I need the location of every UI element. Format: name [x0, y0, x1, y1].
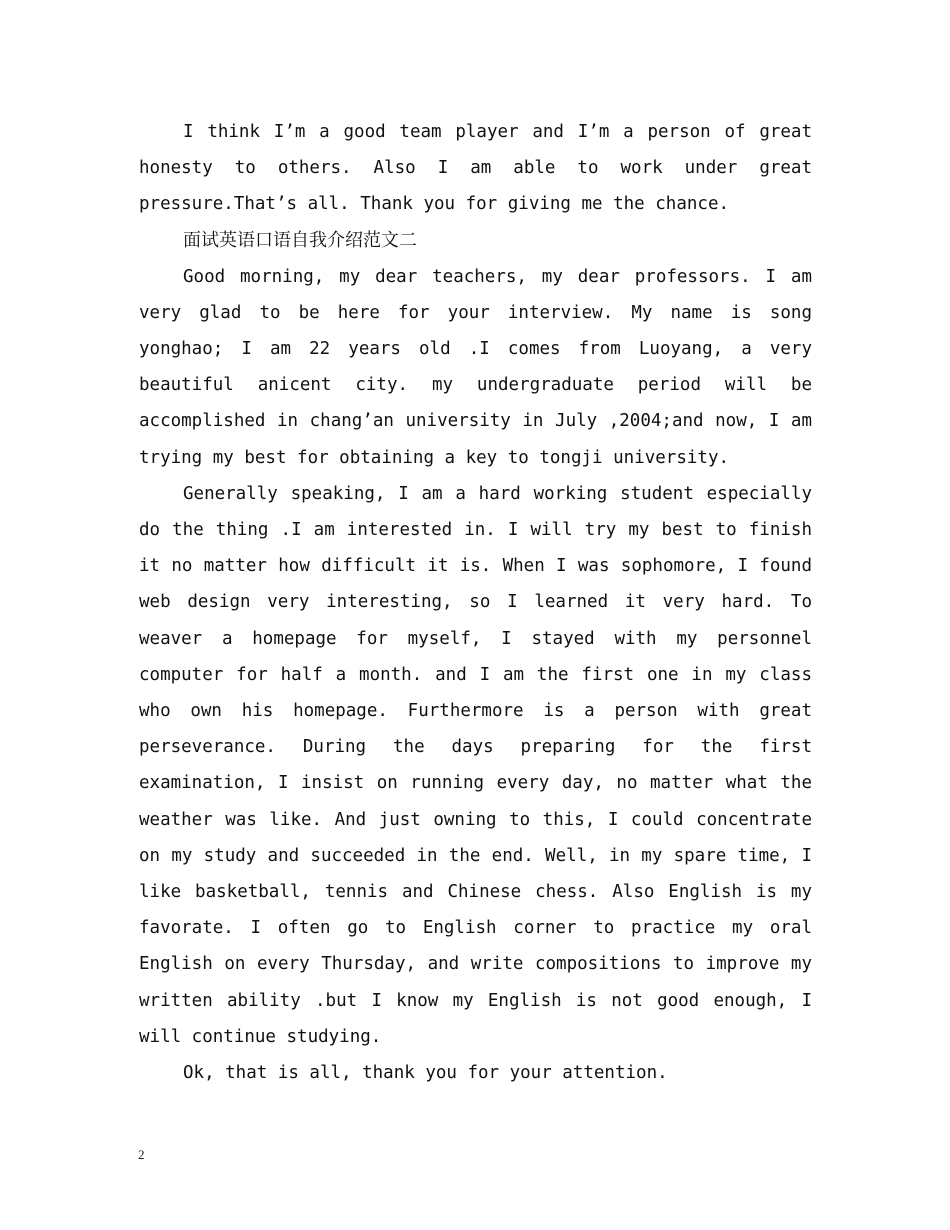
- section-heading: 面试英语口语自我介绍范文二: [183, 229, 417, 251]
- page-number: 2: [138, 1147, 145, 1162]
- paragraph-closing-thanks: Ok, that is all, thank you for your attention.: [183, 1063, 668, 1084]
- paragraph-personal-qualities: Generally speaking, I am a hard working student especially do the thing .I am interested in. I will try my best to finish it no matter how difficult it is. When I was sophomore, I found web design very interesting, so I learned it very hard. To weaver a homepage for myself, I stayed with my personnel computer for half a month. and I am the first one in my class who own his homepage. Furthermore is a person with great perseverance. During the days preparing for the first examination, I insist on running every day, no matter what the weather was like. And just owning to this, I could concentrate on my study and succeeded in the end. Well, in my spare time, I like basketball, tennis and Chinese chess. Also English is my favorate. I often go to English corner to practice my oral English on every Thursday, and write compositions to improve my written ability .but I know my English is not good enough, I will continue studying.: [139, 483, 812, 1047]
- document-body: [139, 114, 812, 1091]
- paragraph-closing-remarks: I think I’m a good team player and I’m a person of great honesty to others. Also I am able to work under great pressure.That’s all. Thank you for giving me the chance.: [139, 122, 812, 215]
- paragraph-introduction: Good morning, my dear teachers, my dear professors. I am very glad to be here for your interview. My name is song yonghao; I am 22 years old .I comes from Luoyang, a very beautiful anicent city. my undergraduate period will be accomplished in chang’an university in July ,2004;and now, I am trying my best for obtaining a key to tongji university.: [139, 266, 812, 468]
